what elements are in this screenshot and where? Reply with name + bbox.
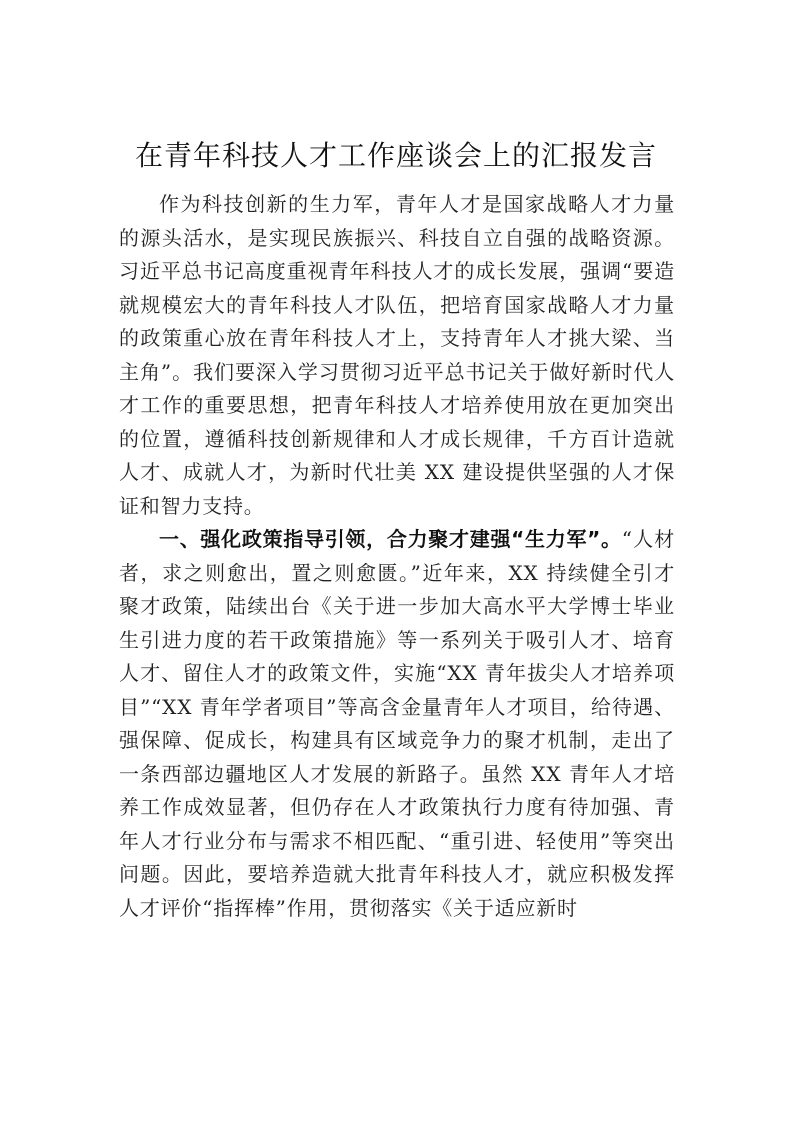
section-1-text: “人材者，求之则愈出，置之则愈匮。”近年来，XX 持续健全引才聚才政策，陆续出台《关于进一步加大高水平大学博士毕业生引进力度的若干政策措施》等一系列关于吸引人才、培育人才、留住人才的政策文件，实施“XX 青年拔尖人才培养项目”“XX 青年学者项目”等高含金量青年人才项目，给待遇、强保障、促成长，构建具有区域竞争力的聚才机制，走出了一条西部边疆地区人才发展的新路子。虽然 XX 青年人才培养工作成效显著，但仍存在人才政策执行力度有待加强、青年人才行业分布与需求不相匹配、“重引进、轻使用”等突出问题。因此，要培养造就大批青年科技人才，就应积极发挥人才评价“指挥棒”作用，贯彻落实《关于适应新时 [119, 527, 675, 920]
section-1-heading: 一、强化政策指导引领，合力聚才建强“生力军”。 [159, 527, 622, 551]
section-1-paragraph [119, 523, 675, 925]
document-title: 在青年科技人才工作座谈会上的汇报发言 [134, 139, 657, 172]
intro-paragraph: 作为科技创新的生力军，青年人才是国家战略人才力量的源头活水，是实现民族振兴、科技自立自强的战略资源。习近平总书记高度重视青年科技人才的成长发展，强调“要造就规模宏大的青年科技人才队伍，把培育国家战略人才力量的政策重心放在青年科技人才上，支持青年人才挑大梁、当主角”。我们要深入学习贯彻习近平总书记关于做好新时代人才工作的重要思想，把青年科技人才培养使用放在更加突出的位置，遵循科技创新规律和人才成长规律，千方百计造就人才、成就人才，为新时代壮美 XX 建设提供坚强的人才保证和智力支持。 [119, 192, 675, 518]
document-body [119, 188, 675, 925]
